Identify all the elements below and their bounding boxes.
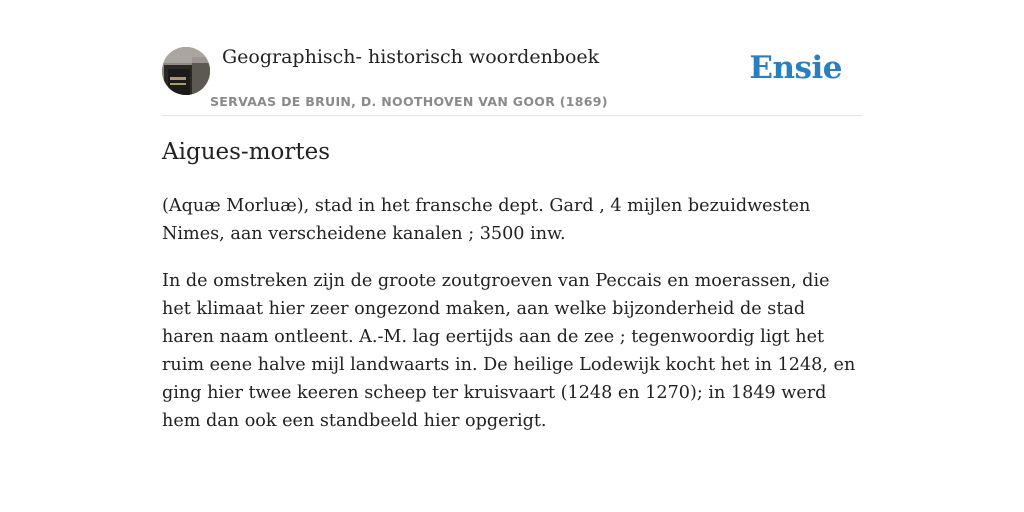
entry-body: [162, 192, 862, 454]
dictionary-header: [162, 40, 862, 116]
ensie-logo[interactable]: Ensie: [749, 50, 842, 86]
book-cover-thumbnail-icon[interactable]: [162, 47, 210, 95]
book-author: SERVAAS DE BRUIN, D. NOOTHOVEN VAN GOOR (1869): [210, 94, 608, 109]
entry-paragraph: (Aquæ Morluæ), stad in het fransche dept. Gard , 4 mijlen bezuidwesten Nimes, aan verscheidene kanalen ; 3500 inw.: [162, 196, 811, 244]
book-title[interactable]: Geographisch- historisch woordenboek: [222, 46, 600, 68]
entry-paragraph: In de omstreken zijn de groote zoutgroeven van Peccais en moerassen, die het klimaat hier zeer ongezond maken, aan welke bijzonderheid de stad haren naam ontleent. A.-M. lag eertijds aan de zee ; tegenwoordig ligt het ruim eene halve mijl landwaarts in. De heilige Lodewijk kocht het in 1248, en ging hier twee keeren scheep ter kruisvaart (1248 en 1270); in 1849 werd hem dan ook een standbeeld hier opgerigt.: [162, 271, 856, 431]
entry-title: Aigues-mortes: [162, 139, 330, 165]
